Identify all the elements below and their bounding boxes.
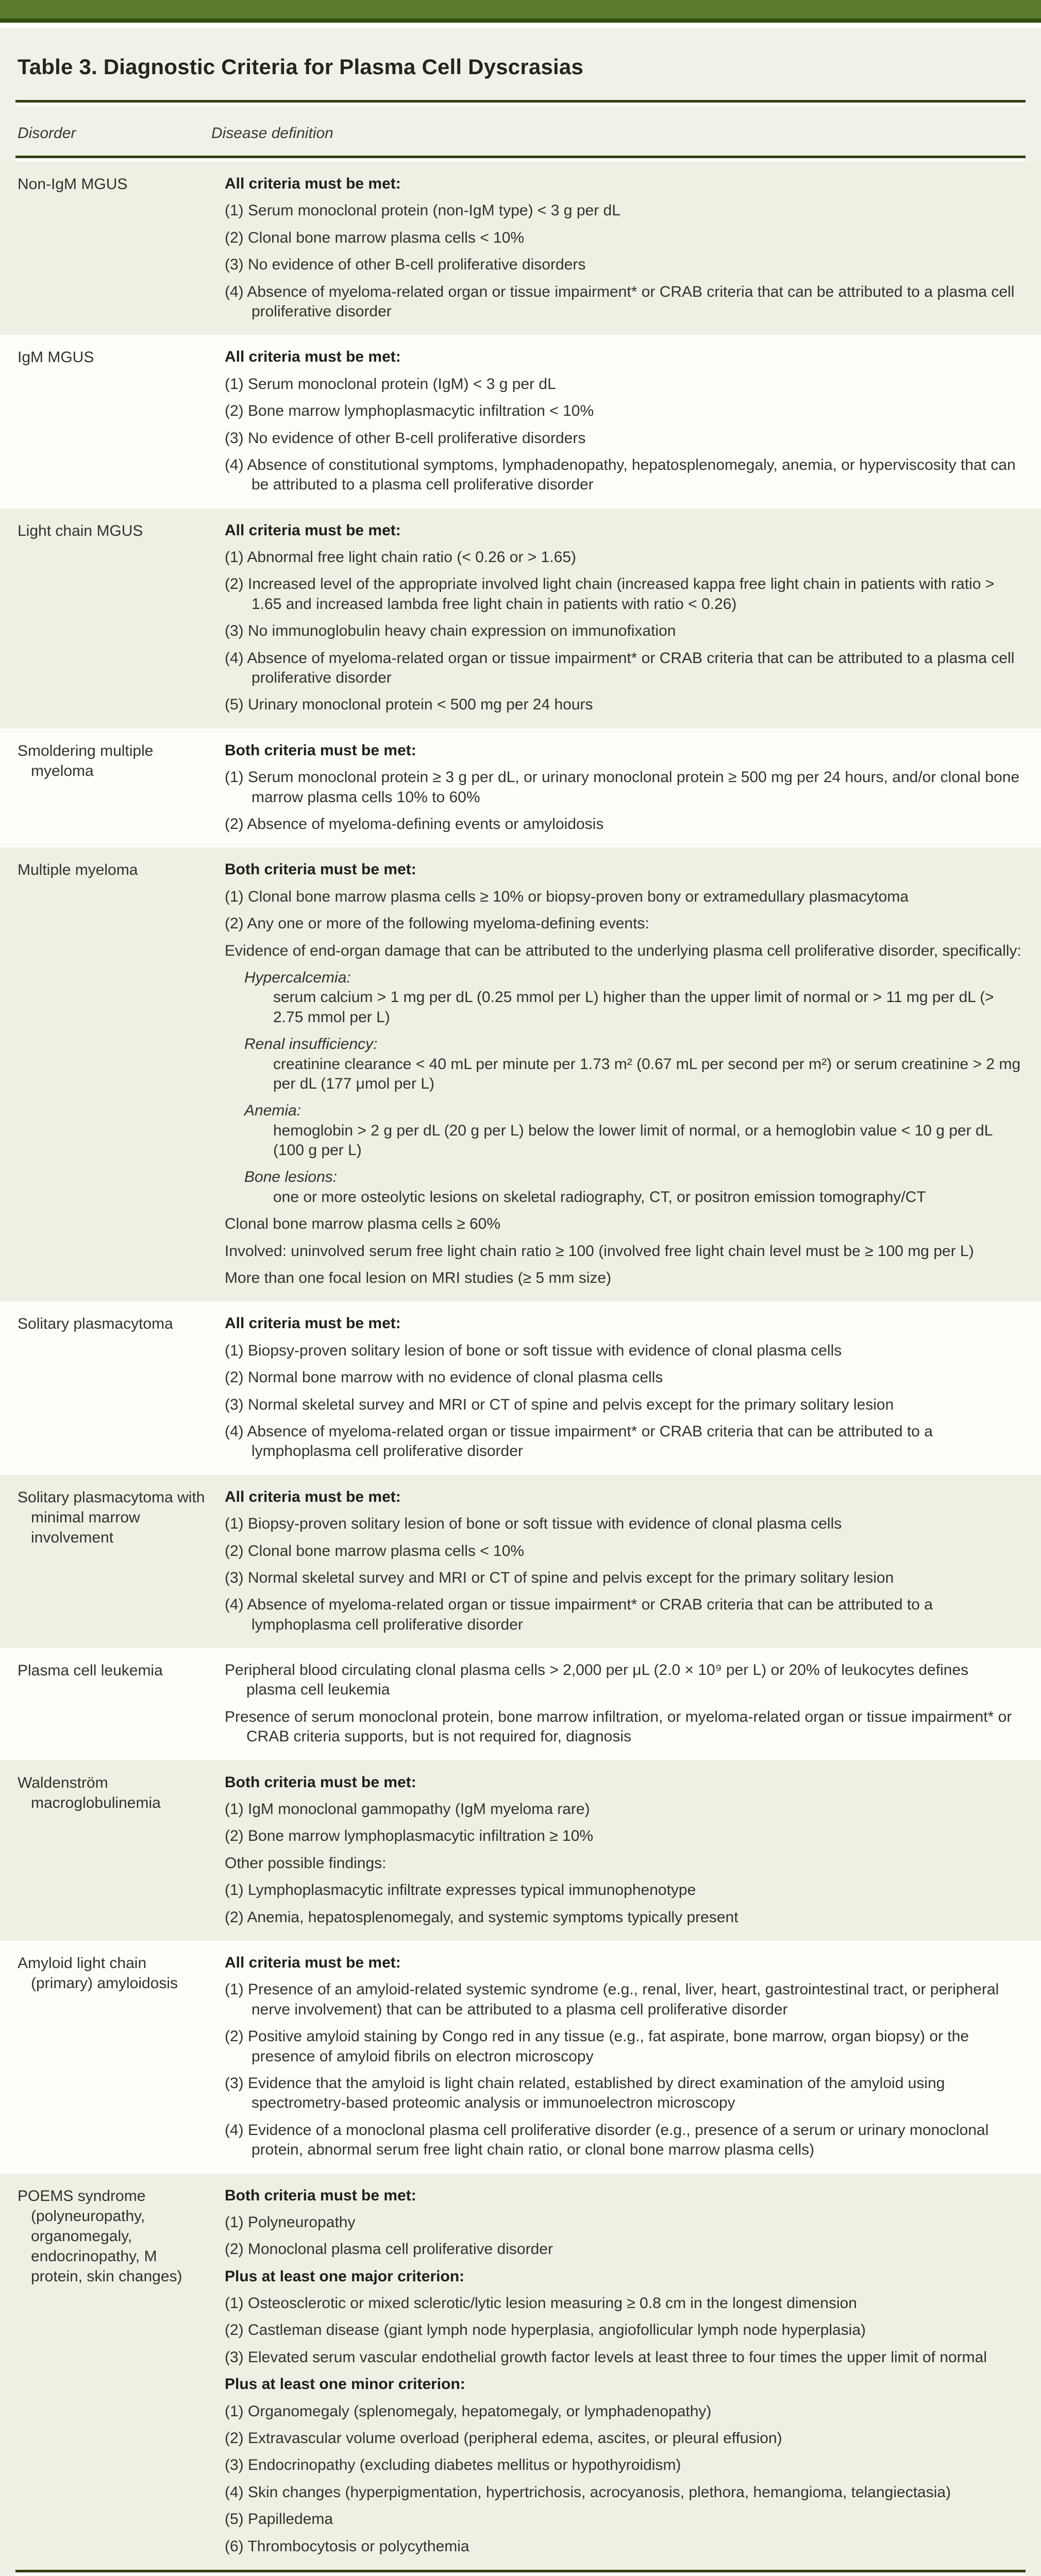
definition-cell: [225, 521, 1022, 715]
definition-item: (3) No immunoglobulin heavy chain expression on immunofixation: [225, 621, 1022, 641]
disorder-cell: POEMS syndrome (polyneuropathy, organomegaly, endocrinopathy, M protein, skin changes): [18, 2186, 209, 2556]
definition-item: (1) Polyneuropathy: [225, 2213, 1022, 2232]
definition-criteria-heading: All criteria must be met:: [225, 1487, 1022, 1507]
definition-item: (1) Serum monoclonal protein (IgM) < 3 g per dL: [225, 375, 1022, 394]
definition-sub: [244, 1167, 1022, 1207]
definition-item: (1) Serum monoclonal protein (non-IgM type) < 3 g per dL: [225, 201, 1022, 221]
definition-text: creatinine clearance < 40 mL per minute per 1.73 m² (0.67 mL per second per m²) or serum creatinine > 2 mg per dL (177 μmol per L): [273, 1056, 1020, 1092]
column-header-disease-definition: Disease definition: [211, 125, 1020, 142]
table-row: [0, 162, 1041, 335]
definition-text: hemoglobin > 2 g per dL (20 g per L) below the lower limit of normal, or a hemoglobin value < 10 g per dL (100 g per L): [273, 1122, 992, 1159]
italic-lead: Renal insufficiency:: [273, 1035, 1022, 1054]
definition-item: (1) Clonal bone marrow plasma cells ≥ 10% or biopsy-proven bony or extramedullary plasmacytoma: [225, 887, 1022, 907]
definition-item: (2) Increased level of the appropriate involved light chain (increased kappa free light chain in patients with ratio > 1.65 and increased lambda free light chain in patients with ratio < 0.26): [225, 574, 1022, 614]
definition-item: (2) Anemia, hepatosplenomegaly, and systemic symptoms typically present: [225, 1908, 1022, 1927]
definition-criteria-heading: All criteria must be met:: [225, 1953, 1022, 1973]
footnote-rule: [15, 2570, 1026, 2576]
definition-item: (3) No evidence of other B-cell proliferative disorders: [225, 429, 1022, 448]
definition-cell: [225, 347, 1022, 495]
definition-criteria-heading: All criteria must be met:: [225, 174, 1022, 194]
definition-cell: [225, 1953, 1022, 2160]
definition-criteria-heading: Plus at least one major criterion:: [225, 2267, 1022, 2286]
italic-lead: Anemia:: [273, 1101, 1022, 1121]
definition-item: (2) Monoclonal plasma cell proliferative disorder: [225, 2240, 1022, 2259]
column-header-row: [0, 106, 1041, 156]
definition-item: (4) Absence of myeloma-related organ or tissue impairment* or CRAB criteria that can be attributed to a plasma cell proliferative disorder: [225, 649, 1022, 688]
table-title: Table 3. Diagnostic Criteria for Plasma Cell Dyscrasias: [0, 28, 1041, 100]
top-bar-gap: [0, 23, 1041, 28]
table-row: [0, 1301, 1041, 1475]
italic-lead: Hypercalcemia:: [273, 968, 1022, 988]
table-row: [0, 1648, 1041, 1760]
definition-item: (4) Absence of myeloma-related organ or tissue impairment* or CRAB criteria that can be attributed to a lymphoplasma cell proliferative disorder: [225, 1595, 1022, 1635]
disorder-cell: Solitary plasmacytoma: [18, 1314, 209, 1461]
table-row: [0, 728, 1041, 848]
definition-item: (1) Abnormal free light chain ratio (< 0.26 or > 1.65): [225, 548, 1022, 567]
definition-item: (2) Any one or more of the following myeloma-defining events:: [225, 914, 1022, 934]
definition-item: (4) Absence of myeloma-related organ or tissue impairment* or CRAB criteria that can be attributed to a lymphoplasma cell proliferative disorder: [225, 1422, 1022, 1462]
definition-item: (2) Positive amyloid staining by Congo red in any tissue (e.g., fat aspirate, bone marrow, organ biopsy) or the presence of amyloid fibrils on electron microscopy: [225, 2027, 1022, 2066]
definition-item: (1) Biopsy-proven solitary lesion of bone or soft tissue with evidence of clonal plasma cells: [225, 1341, 1022, 1361]
definition-item: (1) Osteosclerotic or mixed sclerotic/lytic lesion measuring ≥ 0.8 cm in the longest dimension: [225, 2294, 1022, 2313]
definition-para: More than one focal lesion on MRI studies (≥ 5 mm size): [225, 1268, 1022, 1288]
disorder-cell: Smoldering multiple myeloma: [18, 741, 209, 835]
definition-sub: [244, 1035, 1022, 1094]
definition-cell: [225, 1660, 1022, 1747]
definition-item: (5) Urinary monoclonal protein < 500 mg per 24 hours: [225, 695, 1022, 715]
disorder-cell: IgM MGUS: [18, 347, 209, 495]
definition-criteria-heading: All criteria must be met:: [225, 347, 1022, 367]
table-row: [0, 1760, 1041, 1941]
definition-para: Other possible findings:: [225, 1854, 1022, 1873]
disorder-cell: Solitary plasmacytoma with minimal marrow involvement: [18, 1487, 209, 1635]
definition-item: (4) Skin changes (hyperpigmentation, hypertrichosis, acrocyanosis, plethora, hemangioma, telangiectasia): [225, 2483, 1022, 2502]
definition-item: (1) Organomegaly (splenomegaly, hepatomegaly, or lymphadenopathy): [225, 2402, 1022, 2421]
definition-sub: [244, 968, 1022, 1027]
definition-item: (4) Absence of constitutional symptoms, lymphadenopathy, hepatosplenomegaly, anemia, or hyperviscosity that can be attributed to a plasma cell proliferative disorder: [225, 455, 1022, 495]
definition-cell: [225, 860, 1022, 1288]
definition-item: (6) Thrombocytosis or polycythemia: [225, 2537, 1022, 2556]
table-content: [0, 28, 1041, 2576]
definition-criteria-heading: Both criteria must be met:: [225, 741, 1022, 760]
definition-item: (2) Bone marrow lymphoplasmacytic infiltration ≥ 10%: [225, 1826, 1022, 1846]
definition-para: Peripheral blood circulating clonal plasma cells > 2,000 per μL (2.0 × 10⁹ per L) or 20% of leukocytes defines plasma cell leukemia: [225, 1660, 1022, 1700]
disorder-cell: Amyloid light chain (primary) amyloidosis: [18, 1953, 209, 2160]
definition-text: serum calcium > 1 mg per dL (0.25 mmol per L) higher than the upper limit of normal or > 11 mg per dL (> 2.75 mmol per L): [273, 989, 994, 1025]
definition-cell: [225, 1773, 1022, 1927]
definition-item: (4) Absence of myeloma-related organ or tissue impairment* or CRAB criteria that can be attributed to a plasma cell proliferative disorder: [225, 282, 1022, 322]
definition-item: (1) Presence of an amyloid-related systemic syndrome (e.g., renal, liver, heart, gastrointestinal tract, or peripheral nerve involvement) that can be attributed to a plasma cell proliferative disorder: [225, 1980, 1022, 2020]
definition-item: (2) Bone marrow lymphoplasmacytic infiltration < 10%: [225, 401, 1022, 421]
definition-cell: [225, 1314, 1022, 1461]
definition-criteria-heading: Plus at least one minor criterion:: [225, 2375, 1022, 2394]
definition-item: (1) IgM monoclonal gammopathy (IgM myeloma rare): [225, 1800, 1022, 1819]
definition-item: (3) No evidence of other B-cell proliferative disorders: [225, 255, 1022, 275]
definition-item: (5) Papilledema: [225, 2510, 1022, 2529]
disorder-cell: Light chain MGUS: [18, 521, 209, 715]
definition-item: (2) Clonal bone marrow plasma cells < 10%: [225, 1541, 1022, 1561]
definition-item: (3) Normal skeletal survey and MRI or CT of spine and pelvis except for the primary solitary lesion: [225, 1568, 1022, 1588]
definition-item: (1) Lymphoplasmacytic infiltrate expresses typical immunophenotype: [225, 1880, 1022, 1900]
table-row: [0, 848, 1041, 1301]
definition-item: (4) Evidence of a monoclonal plasma cell proliferative disorder (e.g., presence of a serum or urinary monoclonal protein, abnormal serum free light chain ratio, or clonal bone marrow plasma cells): [225, 2121, 1022, 2160]
definition-item: (2) Extravascular volume overload (peripheral edema, ascites, or pleural effusion): [225, 2429, 1022, 2448]
definition-sub: [244, 1101, 1022, 1160]
definition-item: (3) Elevated serum vascular endothelial growth factor levels at least three to four times the upper limit of normal: [225, 2348, 1022, 2367]
header-rule: [15, 156, 1026, 162]
definition-item: (3) Normal skeletal survey and MRI or CT of spine and pelvis except for the primary solitary lesion: [225, 1395, 1022, 1415]
definition-item: (1) Biopsy-proven solitary lesion of bone or soft tissue with evidence of clonal plasma cells: [225, 1514, 1022, 1534]
definition-para: Evidence of end-organ damage that can be attributed to the underlying plasma cell proliferative disorder, specifically:: [225, 941, 1022, 961]
italic-lead: Bone lesions:: [273, 1167, 1022, 1187]
definition-cell: [225, 741, 1022, 835]
definition-cell: [225, 2186, 1022, 2556]
table-row: [0, 509, 1041, 728]
definition-criteria-heading: Both criteria must be met:: [225, 860, 1022, 879]
definition-criteria-heading: Both criteria must be met:: [225, 2186, 1022, 2206]
definition-para: Involved: uninvolved serum free light chain ratio ≥ 100 (involved free light chain level must be ≥ 100 mg per L): [225, 1242, 1022, 1261]
definition-item: (2) Clonal bone marrow plasma cells < 10%: [225, 228, 1022, 248]
definition-para: Presence of serum monoclonal protein, bone marrow infiltration, or myeloma-related organ or tissue impairment* or CRAB criteria supports, but is not required for, diagnosis: [225, 1707, 1022, 1747]
table-body: [0, 162, 1041, 2570]
definition-cell: [225, 174, 1022, 321]
table-row: [0, 1475, 1041, 1648]
definition-criteria-heading: Both criteria must be met:: [225, 1773, 1022, 1792]
definition-text: one or more osteolytic lesions on skeletal radiography, CT, or positron emission tomography/CT: [273, 1189, 926, 1206]
disorder-cell: Waldenström macroglobulinemia: [18, 1773, 209, 1927]
table-row: [0, 335, 1041, 508]
disorder-cell: Non-IgM MGUS: [18, 174, 209, 321]
definition-item: (2) Absence of myeloma-defining events or amyloidosis: [225, 815, 1022, 834]
table-row: [0, 2174, 1041, 2570]
title-rule: [15, 100, 1026, 106]
definition-item: (3) Endocrinopathy (excluding diabetes mellitus or hypothyroidism): [225, 2455, 1022, 2475]
disorder-cell: Plasma cell leukemia: [18, 1660, 209, 1747]
column-header-disorder: Disorder: [18, 125, 196, 142]
table-row: [0, 1941, 1041, 2174]
definition-criteria-heading: All criteria must be met:: [225, 1314, 1022, 1333]
definition-item: (1) Serum monoclonal protein ≥ 3 g per dL, or urinary monoclonal protein ≥ 500 mg per 24 hours, and/or clonal bone marrow plasma cells 10% to 60%: [225, 768, 1022, 807]
definition-item: (2) Castleman disease (giant lymph node hyperplasia, angiofollicular lymph node hyperplasia): [225, 2320, 1022, 2340]
definition-para: Clonal bone marrow plasma cells ≥ 60%: [225, 1214, 1022, 1234]
definition-cell: [225, 1487, 1022, 1635]
disorder-cell: Multiple myeloma: [18, 860, 209, 1288]
top-green-bar: [0, 0, 1041, 23]
definition-criteria-heading: All criteria must be met:: [225, 521, 1022, 540]
definition-item: (2) Normal bone marrow with no evidence of clonal plasma cells: [225, 1368, 1022, 1387]
definition-item: (3) Evidence that the amyloid is light chain related, established by direct examination of the amyloid using spectrometry-based proteomic analysis or immunoelectron microscopy: [225, 2074, 1022, 2113]
